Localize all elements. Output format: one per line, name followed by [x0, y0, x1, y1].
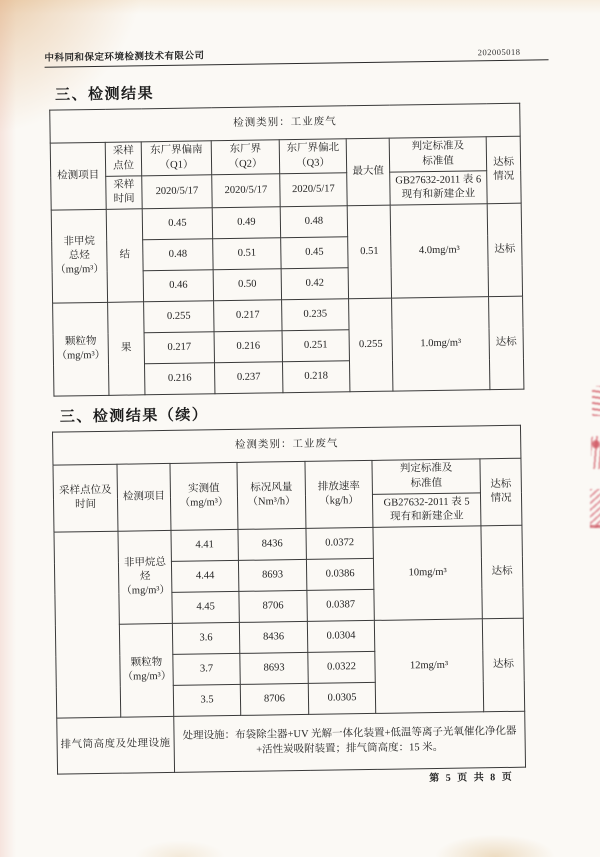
- col-header-flow: 标况风量 （Nm³/h）: [237, 461, 306, 529]
- col-header-rate: 排放速率 （kg/h）: [305, 460, 373, 528]
- category-label: 检测类别：工业废气: [53, 425, 521, 465]
- page-header: [44, 42, 548, 67]
- result-char-2: 果: [108, 302, 145, 396]
- value-cell: 8693: [240, 652, 308, 684]
- section-title-results: 三、检测结果: [54, 86, 155, 104]
- result-char-1: 结: [106, 209, 143, 303]
- value-cell: 0.0304: [307, 620, 374, 652]
- compliance-particulate: 达标: [482, 618, 524, 712]
- value-cell: 3.6: [172, 622, 239, 654]
- standard-value-nmhc: 10mg/m³: [373, 526, 482, 621]
- page-number: 第 5 页 共 8 页: [429, 771, 514, 785]
- value-cell: 0.251: [282, 330, 349, 362]
- col-header-point-q3: 东厂界偏北 （Q3）: [279, 139, 346, 174]
- standard-value-particulate: 12mg/m³: [374, 619, 483, 714]
- value-cell: 0.48: [143, 239, 213, 271]
- value-cell: 0.46: [143, 270, 213, 302]
- col-header-item: 检测项目: [50, 142, 106, 210]
- sample-date-q1: 2020/5/17: [142, 175, 212, 209]
- value-cell: 8693: [238, 559, 306, 591]
- col-header-point-q2: 东厂界 （Q2）: [211, 140, 279, 175]
- value-cell: 8706: [240, 683, 308, 715]
- stack-treatment-label: 排气筒高度及处理设施: [57, 716, 175, 774]
- col-header-sample-time: 采样 时间: [106, 176, 142, 210]
- col-header-compliance: 达标 情况: [480, 458, 522, 526]
- max-value-particulate: 0.255: [349, 298, 393, 392]
- standard-reference: GB27632-2011 表 5 现有和新建企业: [372, 493, 480, 528]
- category-label: 检测类别：工业废气: [50, 103, 520, 143]
- sample-date-q2: 2020/5/17: [212, 174, 280, 208]
- value-cell: 4.44: [171, 560, 238, 592]
- col-header-point-time: 采样点位及 时间: [53, 464, 118, 532]
- value-cell: 8436: [238, 528, 306, 560]
- value-cell: 0.48: [280, 206, 347, 238]
- value-cell: 0.0322: [308, 651, 375, 683]
- col-header-measured: 实测值 （mg/m³）: [170, 462, 238, 530]
- value-cell: 0.217: [214, 300, 282, 332]
- value-cell: 0.50: [213, 269, 281, 301]
- col-header-item: 检测项目: [117, 463, 171, 531]
- col-header-point-q1: 东厂界偏南 （Q1）: [141, 141, 211, 176]
- value-cell: 0.51: [213, 238, 281, 270]
- report-number: 202005018: [477, 46, 521, 58]
- max-value-nmhc: 0.51: [347, 205, 391, 299]
- value-cell: 8436: [239, 621, 307, 653]
- value-cell: 3.7: [173, 653, 240, 685]
- standard-reference: GB27632-2011 表 6 现有和新建企业: [390, 171, 487, 205]
- red-stamp-fragment: [590, 489, 600, 528]
- red-stamp-fragment: [591, 436, 600, 469]
- value-cell: 4.45: [172, 591, 239, 623]
- item-particulate: 颗粒物 （mg/m³）: [53, 302, 109, 396]
- col-header-standard: 判定标准及 标准值: [389, 137, 486, 172]
- sample-date-q3: 2020/5/17: [280, 173, 347, 207]
- value-cell: 0.218: [282, 361, 349, 393]
- value-cell: 3.5: [173, 684, 240, 716]
- value-cell: 0.49: [212, 207, 280, 239]
- value-cell: 8706: [239, 590, 307, 622]
- compliance-particulate: 达标: [489, 296, 524, 389]
- value-cell: 4.41: [171, 529, 238, 561]
- company-name: 中科同和保定环境检测技术有限公司: [44, 51, 205, 64]
- value-cell: 0.0305: [308, 682, 375, 714]
- results-table-boundary: [49, 103, 524, 397]
- value-cell: 0.216: [214, 331, 282, 363]
- value-cell: 0.42: [281, 268, 348, 300]
- item-nmhc: 非甲烷 总烃 （mg/m³）: [51, 209, 107, 303]
- stack-treatment-value: 处理设施：布袋除尘器+UV 光解一体化装置+低温等离子光氧催化净化器+活性炭吸附装置；排气筒高度：15 米。: [174, 711, 526, 772]
- section-title-results-continued: 三、检测结果（续）: [59, 407, 209, 426]
- value-cell: 0.217: [144, 332, 214, 364]
- col-header-max: 最大值: [346, 138, 390, 206]
- standard-value-particulate: 1.0mg/m³: [392, 297, 490, 391]
- value-cell: 0.237: [214, 362, 282, 394]
- value-cell: 0.255: [144, 301, 214, 333]
- value-cell: 0.0386: [306, 558, 373, 590]
- sampling-point-q4: [54, 531, 121, 718]
- standard-value-nmhc: 4.0mg/m³: [390, 204, 488, 298]
- value-cell: 0.45: [281, 237, 348, 269]
- col-header-compliance: 达标 情况: [486, 136, 521, 203]
- col-header-standard: 判定标准及 标准值: [372, 459, 480, 495]
- item-particulate: 颗粒物 （mg/m³）: [119, 623, 173, 717]
- compliance-nmhc: 达标: [487, 203, 522, 296]
- value-cell: 0.216: [145, 363, 215, 395]
- red-stamp-fragment: [592, 386, 600, 416]
- value-cell: 0.0387: [307, 589, 374, 621]
- col-header-sample-point: 采样 点位: [105, 142, 142, 177]
- value-cell: 0.45: [142, 208, 212, 240]
- results-table-outlet: [52, 425, 526, 775]
- compliance-nmhc: 达标: [481, 525, 523, 619]
- value-cell: 0.0372: [306, 527, 373, 559]
- value-cell: 0.235: [282, 299, 349, 331]
- item-nmhc: 非甲烷总烃 （mg/m³）: [118, 530, 172, 624]
